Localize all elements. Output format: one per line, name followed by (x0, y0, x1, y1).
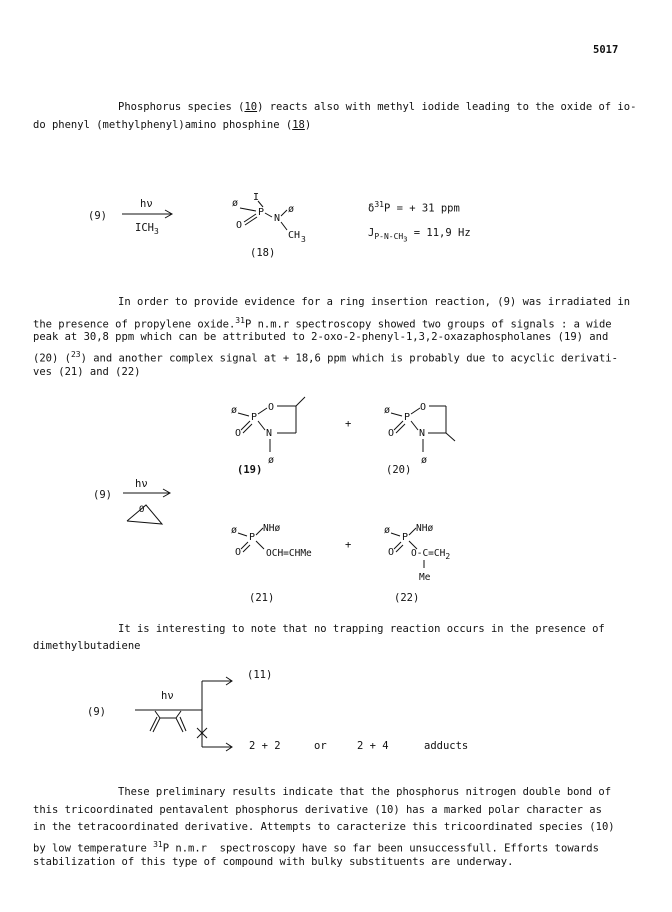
svg-text:ø: ø (384, 525, 391, 536)
svg-text:ø: ø (384, 405, 391, 416)
scheme2-substituent-22-me: Me (419, 572, 431, 583)
s18-p: P (258, 207, 265, 218)
paragraph-4-line-3: in the tetracoordinated derivative. Attempts to caracterize this tricoordinated species (10) (33, 821, 615, 833)
svg-text:N: N (419, 428, 426, 439)
svg-text:N: N (266, 428, 273, 439)
structure-18 (232, 192, 306, 244)
scheme3-adducts: adducts (424, 740, 469, 752)
svg-text:P: P (249, 532, 256, 543)
dimethylbutadiene (150, 711, 186, 732)
svg-text:ø: ø (231, 405, 238, 416)
svg-text:O: O (388, 428, 395, 439)
scheme3-or: or (314, 740, 327, 752)
svg-text:ø: ø (231, 525, 238, 536)
scheme3-product-11: (11) (247, 669, 273, 681)
s18-phenyl: ø (232, 198, 239, 209)
scheme1-arrow (122, 210, 172, 218)
scheme1-nmr-shift: $\delta^{31}P$ = + 31 ppm (368, 200, 460, 215)
svg-text:P: P (251, 412, 258, 423)
scheme3-cycloaddition-24: 2 + 4 (357, 740, 389, 752)
svg-text:O: O (139, 505, 145, 515)
paragraph-2-line-5: ves (21) and (22) (33, 366, 141, 378)
paragraph-4-line-5: stabilization of this type of compound with bulky substituents are underway. (33, 856, 514, 868)
paragraph-1-line-2: do phenyl (methylphenyl)amino phosphine (18) (33, 119, 312, 131)
epoxide (127, 505, 162, 524)
svg-text:O: O (420, 402, 427, 413)
s18-o: O (236, 220, 243, 231)
scheme2-arrow (123, 489, 170, 497)
scheme3-arrow (135, 677, 232, 751)
scheme3-hv: hν (161, 690, 174, 702)
scheme2-substituent-22: $O-C=CH_2$ (411, 548, 451, 561)
structure-20 (384, 402, 455, 466)
scheme2-label-20: (20) (386, 464, 412, 476)
svg-text:O: O (235, 547, 242, 558)
paragraph-2-line-2: the presence of propylene oxide.$^{31}$P n.m.r spectroscopy showed two groups of signals : a wide (33, 316, 612, 331)
scheme1-nmr-coupling: $J_{P-N-CH_3} = 11,9$ Hz (368, 227, 471, 244)
structure-21 (231, 523, 280, 558)
paragraph-2-line-1: In order to provide evidence for a ring insertion reaction, (9) was irradiated in (118, 296, 631, 308)
scheme1-hv: hν (140, 198, 153, 210)
s18-n: N (274, 213, 281, 224)
paragraph-2-line-4: (20) ($^{23}$) and another complex signal at + 18,6 ppm which is probably due to acyclic derivati- (33, 350, 618, 365)
scheme2-plus-bottom: + (345, 539, 352, 551)
scheme2-hv: hν (135, 478, 148, 490)
svg-text:NHø: NHø (416, 523, 434, 534)
scheme2-label-21: (21) (249, 592, 275, 604)
scheme2-substituent-21: OCH=CHMe (266, 548, 312, 559)
paragraph-3-line-2: dimethylbutadiene (33, 640, 141, 652)
paragraph-1-line-1: Phosphorus species (10) reacts also with methyl iodide leading to the oxide of io- (118, 101, 637, 113)
svg-text:ø: ø (268, 455, 275, 466)
structure-19 (231, 397, 305, 466)
scheme2-plus-top: + (345, 418, 352, 430)
scheme3-reactant: (9) (87, 706, 106, 718)
scheme2-label-19: (19) (237, 464, 263, 476)
scheme2-reactant: (9) (93, 489, 112, 501)
paragraph-3-line-1: It is interesting to note that no trapping reaction occurs in the presence of (118, 623, 605, 635)
paragraph-4-line-1: These preliminary results indicate that the phosphorus nitrogen double bond of (118, 786, 612, 798)
scheme2-label-22: (22) (394, 592, 420, 604)
s18-phenyl-n: ø (288, 204, 295, 215)
scheme3-cycloaddition-22: 2 + 2 (249, 740, 281, 752)
svg-text:ø: ø (421, 455, 428, 466)
paragraph-4-line-4: by low temperature $^{31}$P n.m.r spectroscopy have so far been unsuccessfull. Efforts towards (33, 840, 599, 855)
svg-text:NHø: NHø (263, 523, 281, 534)
scheme1-label-18: (18) (250, 247, 276, 259)
page-number: 5017 (593, 44, 619, 56)
paragraph-4-line-2: this tricoordinated pentavalent phosphorus derivative (10) has a marked polar character as (33, 804, 602, 816)
svg-text:O: O (388, 547, 395, 558)
svg-text:O: O (268, 402, 275, 413)
s18-iodo: I (253, 192, 260, 203)
structure-22 (384, 523, 433, 568)
paragraph-2-line-3: peak at 30,8 ppm which can be attributed to 2-oxo-2-phenyl-1,3,2-oxazaphospholanes (19) and (33, 331, 609, 343)
s18-methyl: CH (288, 230, 301, 241)
svg-text:3: 3 (301, 235, 306, 244)
scheme1-reactant: (9) (88, 210, 107, 222)
svg-text:P: P (402, 532, 409, 543)
scheme1-reagent: $ICH_3$ (135, 222, 159, 237)
svg-text:P: P (404, 412, 411, 423)
svg-text:O: O (235, 428, 242, 439)
